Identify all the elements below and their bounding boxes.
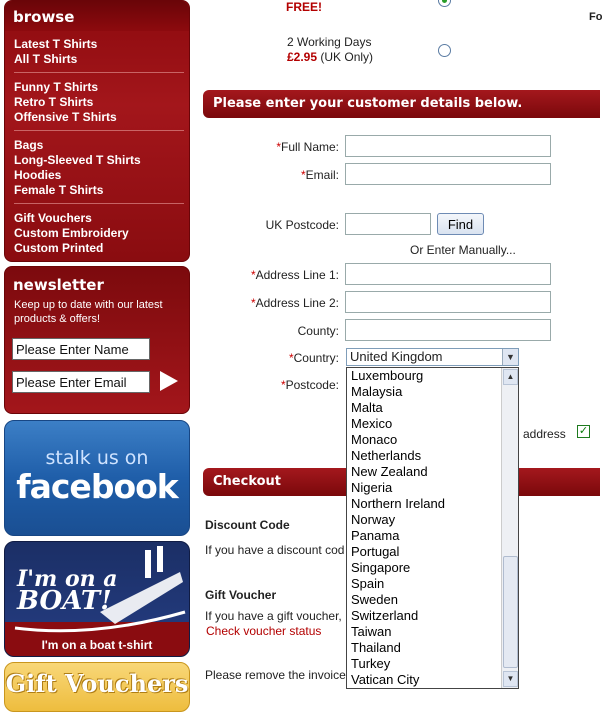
nav-divider: [14, 130, 184, 131]
gift-voucher-heading: Gift Voucher: [205, 588, 277, 602]
email-label: *Email:: [300, 168, 339, 182]
invoice-text: Please remove the invoice: [205, 668, 346, 682]
browse-panel: [4, 0, 190, 262]
address-line-2-label: *Address Line 2:: [250, 296, 339, 310]
scroll-up-arrow-icon[interactable]: ▲: [503, 369, 518, 385]
scroll-down-arrow-icon[interactable]: ▼: [503, 671, 518, 687]
country-option[interactable]: Panama: [351, 528, 400, 543]
country-option[interactable]: Taiwan: [351, 624, 392, 639]
discount-code-heading: Discount Code: [205, 518, 290, 532]
nav-link-hoodies[interactable]: Hoodies: [14, 168, 62, 182]
boat-banner-caption: I'm on a boat t-shirt: [41, 638, 153, 652]
delivery-option-2-label: [287, 35, 373, 65]
email-input[interactable]: [345, 163, 551, 185]
uk-postcode-label: UK Postcode:: [265, 218, 339, 232]
discount-code-text: If you have a discount cod: [205, 543, 345, 557]
nav-link-bags[interactable]: Bags: [14, 138, 44, 152]
country-option[interactable]: Switzerland: [351, 608, 419, 623]
country-label: *Country:: [288, 351, 339, 365]
checkout-heading: Checkout: [213, 474, 282, 489]
country-option[interactable]: New Zealand: [351, 464, 428, 479]
checkout-main: [203, 0, 600, 705]
customer-details-header: [203, 90, 600, 118]
customer-details-heading: Please enter your customer details below.: [213, 96, 523, 111]
newsletter-title: newsletter: [13, 276, 104, 294]
nav-group-extras: [14, 211, 129, 256]
gift-vouchers-banner-title: Gift Vouchers: [5, 669, 189, 698]
same-address-checkbox[interactable]: ✓: [578, 425, 589, 437]
full-name-label: *Full Name:: [276, 140, 339, 154]
country-selected-value: United Kingdom: [350, 349, 443, 364]
nav-group-products: [14, 138, 141, 198]
newsletter-submit-arrow-icon[interactable]: [160, 371, 178, 391]
boat-banner-title: I'm on a BOAT!: [17, 566, 118, 616]
country-option[interactable]: Northern Ireland: [351, 496, 445, 511]
country-option[interactable]: Sweden: [351, 592, 398, 607]
browse-title: browse: [13, 8, 75, 26]
same-address-label: address: [523, 427, 566, 441]
delivery-side-label: Fo: [589, 11, 602, 23]
delivery-free-label: FREE!: [286, 0, 322, 14]
country-option[interactable]: Netherlands: [351, 448, 422, 463]
gift-vouchers-banner[interactable]: [4, 662, 190, 712]
nav-link-latest-t-shirts[interactable]: Latest T Shirts: [14, 37, 98, 51]
facebook-logo: facebook: [16, 467, 178, 506]
chevron-down-icon[interactable]: ▼: [502, 349, 518, 365]
nav-group-latest: [14, 37, 97, 67]
country-option[interactable]: Malaysia: [351, 384, 403, 399]
delivery-option-2-note: (UK Only): [320, 50, 374, 64]
boat-tshirt-banner[interactable]: [4, 541, 190, 657]
nav-link-funny-t-shirts[interactable]: Funny T Shirts: [14, 80, 98, 94]
country-dropdown-scrollbar[interactable]: [501, 368, 518, 688]
nav-group-styles: [14, 80, 117, 125]
facebook-banner[interactable]: [4, 420, 190, 536]
country-option[interactable]: Mexico: [351, 416, 393, 431]
country-option[interactable]: Vatican City: [351, 672, 420, 687]
enter-manually-link[interactable]: Or Enter Manually...: [410, 243, 516, 257]
nav-link-custom-embroidery[interactable]: Custom Embroidery: [14, 226, 129, 240]
country-option[interactable]: Norway: [351, 512, 396, 527]
address-line-1-input[interactable]: [345, 263, 551, 285]
nav-link-female-t-shirts[interactable]: Female T Shirts: [14, 183, 104, 197]
country-select[interactable]: [346, 348, 519, 366]
country-option[interactable]: Nigeria: [351, 480, 393, 495]
nav-divider: [14, 72, 184, 73]
nav-link-long-sleeved-t-shirts[interactable]: Long-Sleeved T Shirts: [14, 153, 141, 167]
country-option[interactable]: Monaco: [351, 432, 398, 447]
nav-link-custom-printed[interactable]: Custom Printed: [14, 241, 104, 255]
country-option[interactable]: Luxembourg: [351, 368, 424, 383]
county-input[interactable]: [345, 319, 551, 341]
newsletter-email-input[interactable]: [12, 371, 150, 393]
sidebar: [0, 0, 192, 705]
country-option[interactable]: Singapore: [351, 560, 411, 575]
delivery-option-2-price-row: [287, 50, 373, 65]
scrollbar-thumb[interactable]: [503, 556, 518, 668]
nav-link-all-t-shirts[interactable]: All T Shirts: [14, 52, 78, 66]
facebook-banner-tagline: stalk us on: [45, 447, 149, 469]
find-address-button[interactable]: Find: [437, 213, 484, 235]
county-label: County:: [297, 324, 339, 338]
nav-link-offensive-t-shirts[interactable]: Offensive T Shirts: [14, 110, 117, 124]
nav-link-retro-t-shirts[interactable]: Retro T Shirts: [14, 95, 94, 109]
country-options: [347, 368, 502, 688]
delivery-option-2-price: £2.95: [287, 50, 318, 64]
check-voucher-status-link[interactable]: Check voucher status: [206, 624, 322, 638]
uk-postcode-lookup-input[interactable]: [345, 213, 431, 235]
country-option[interactable]: Spain: [351, 576, 385, 591]
country-option[interactable]: Portugal: [351, 544, 400, 559]
delivery-option-2-radio[interactable]: [438, 44, 451, 57]
full-name-input[interactable]: [345, 135, 551, 157]
address-line-2-input[interactable]: [345, 291, 551, 313]
nav-divider: [14, 203, 184, 204]
postcode-label: *Postcode:: [280, 378, 339, 392]
country-option[interactable]: Thailand: [351, 640, 401, 655]
country-option[interactable]: Turkey: [351, 656, 391, 671]
country-dropdown-list[interactable]: [346, 367, 519, 689]
gift-voucher-text: If you have a gift voucher,: [205, 609, 342, 623]
country-option[interactable]: Malta: [351, 400, 383, 415]
newsletter-name-input[interactable]: [12, 338, 150, 360]
newsletter-description: Keep up to date with our latest products & offers!: [14, 299, 163, 325]
delivery-option-2-name: 2 Working Days: [287, 35, 372, 49]
address-line-1-label: *Address Line 1:: [250, 268, 339, 282]
nav-link-gift-vouchers[interactable]: Gift Vouchers: [14, 211, 92, 225]
delivery-option-free-radio[interactable]: [438, 0, 451, 7]
